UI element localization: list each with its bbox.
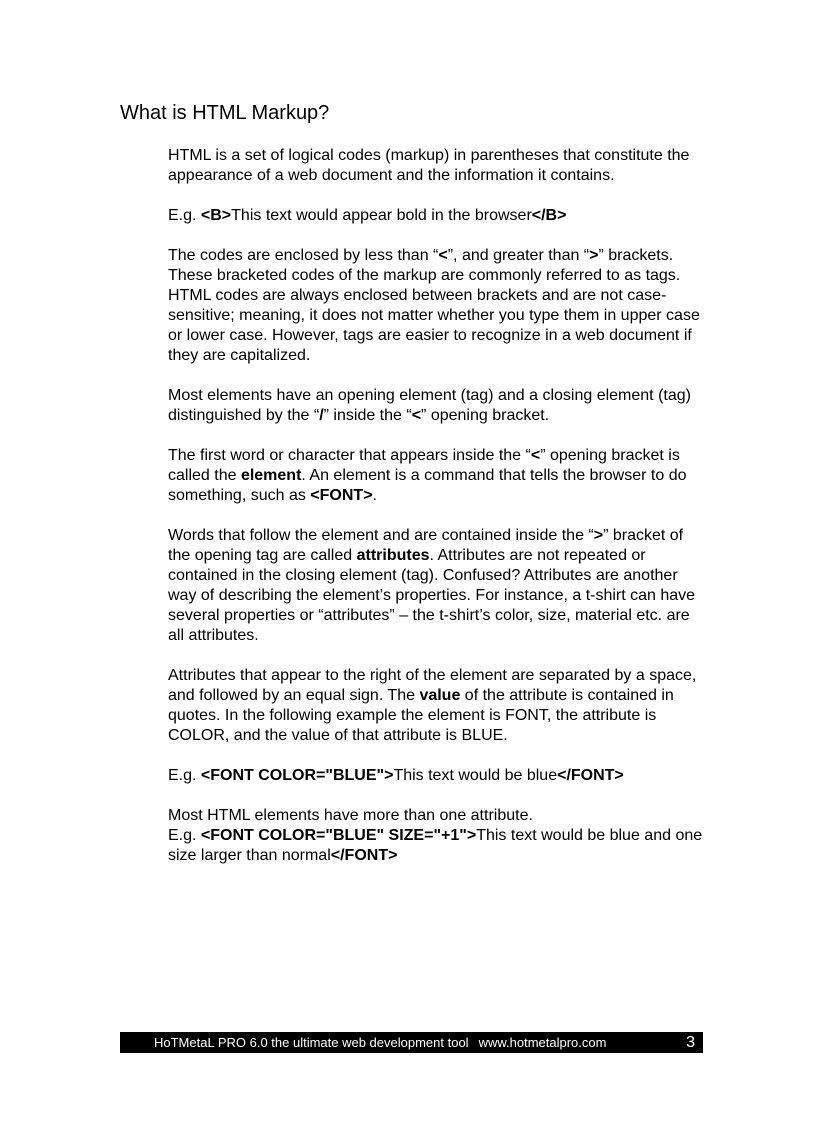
text-run: ” opening bracket is called the [168, 447, 680, 484]
text-run: Words that follow the element and are contained inside the “ [168, 527, 594, 544]
example-text: This text would be blue and one size larger than normal [168, 827, 703, 864]
example-close-tag: </B> [531, 207, 567, 224]
example-text: This text would appear bold in the browser [231, 207, 532, 224]
example-bold [168, 206, 708, 226]
example-open-tag: <FONT COLOR="BLUE"> [200, 767, 394, 784]
text-run: ” brackets. These bracketed codes of the markup are commonly referred to as tags. HTML codes are always enclosed between brackets and are not case-sensitive; meaning, it does not matter whether you type them in upper case or lower case. However, tags are easier to recognize in a web document if they are capitalized. [168, 247, 700, 364]
text-run: The codes are enclosed by less than “ [168, 247, 439, 264]
text-run: . Attributes are not repeated or contained in the closing element (tag). Confused? Attributes are another way of describing the element’s properties. For instance, a t-shirt can have several properties or “attributes” – the t-shirt’s color, size, material etc. are all attributes. [168, 547, 696, 644]
brackets-paragraph [168, 246, 708, 366]
example-text: This text would be blue [393, 767, 558, 784]
element-paragraph [168, 446, 708, 506]
example-font-color [168, 766, 708, 786]
lt-symbol: < [411, 407, 422, 424]
attributes-paragraph [168, 526, 708, 646]
text-run: . [372, 487, 377, 504]
term-value: value [419, 687, 461, 704]
font-tag-example: <FONT> [310, 487, 373, 504]
text-run: ” bracket of the opening tag are called [168, 527, 684, 564]
example-font-color-size [168, 826, 708, 866]
example-close-tag: </FONT> [557, 767, 624, 784]
text-run: ”, and greater than “ [447, 247, 590, 264]
intro-paragraph: HTML is a set of logical codes (markup) in parentheses that constitute the appearance of a web document and the information it contains. [168, 147, 690, 184]
footer-text [154, 1032, 606, 1053]
lt-symbol: < [438, 247, 448, 264]
text-run: ” inside the “ [323, 407, 412, 424]
example-prefix: E.g. [168, 767, 201, 784]
gt-symbol: > [589, 247, 599, 264]
page-footer [120, 1032, 703, 1053]
example-open-tag: <FONT COLOR="BLUE" SIZE="+1"> [200, 827, 477, 844]
value-paragraph [168, 666, 708, 746]
text-run: . An element is a command that tells the browser to do something, such as [168, 467, 687, 504]
section-heading: What is HTML Markup? [120, 102, 330, 124]
text-run: Attributes that appear to the right of the element are separated by a space, and followed by an equal sign. The [168, 667, 697, 704]
example-prefix: E.g. [168, 827, 201, 844]
slash-symbol: / [319, 407, 324, 424]
lt-symbol: < [530, 447, 541, 464]
page-number: 3 [686, 1034, 695, 1051]
text-run: The first word or character that appears inside the “ [168, 447, 531, 464]
text-run: ” opening bracket. [421, 407, 550, 424]
body-content [168, 146, 708, 886]
footer-url: www.hotmetalpro.com [478, 1035, 607, 1050]
example-prefix: E.g. [168, 207, 201, 224]
footer-product: HoTMetaL PRO 6.0 the ultimate web development tool [154, 1035, 469, 1050]
text-run: of the attribute is contained in quotes. In the following example the element is FONT, the attribute is COLOR, and the value of that attribute is BLUE. [168, 687, 674, 744]
example-close-tag: </FONT> [330, 847, 398, 864]
text-run: Most elements have an opening element (tag) and a closing element (tag) distinguished by the “ [168, 387, 691, 424]
term-attributes: attributes [356, 547, 430, 564]
gt-symbol: > [593, 527, 604, 544]
example-open-tag: <B> [200, 207, 232, 224]
term-element: element [240, 467, 302, 484]
multiple-attributes-paragraph: Most HTML elements have more than one attribute. [168, 807, 533, 824]
opening-closing-paragraph [168, 386, 708, 426]
